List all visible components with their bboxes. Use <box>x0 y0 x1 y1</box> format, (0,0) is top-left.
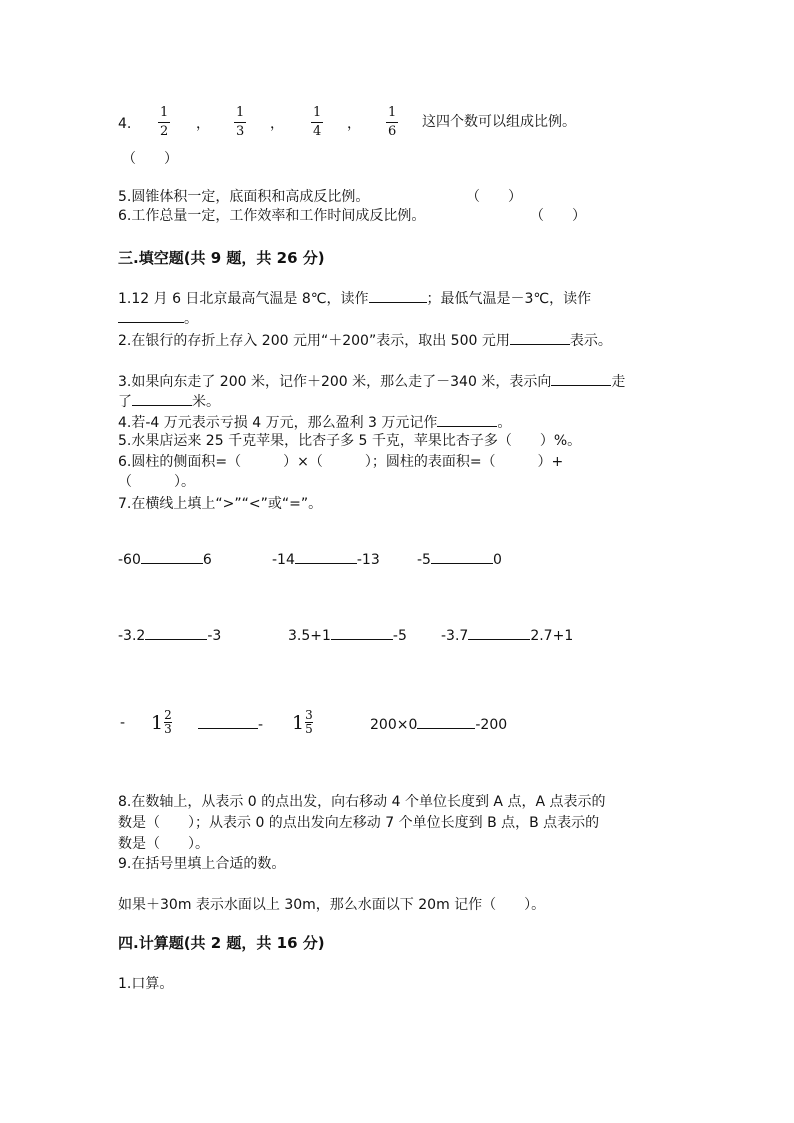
section-heading: 四.计算题(共 2 题，共 16 分) <box>118 934 325 952</box>
compare-item: 200×0 -200 <box>370 714 507 734</box>
answer-blank[interactable] <box>132 391 192 406</box>
answer-blank[interactable] <box>468 625 530 640</box>
question-text: 数是（ ）；从表示 0 的点出发向左移动 7 个单位长度到 B 点，B 点表示的 <box>118 815 600 831</box>
answer-paren[interactable]: （ ） <box>530 208 586 224</box>
question-text: 5.水果店运来 25 千克苹果，比杏子多 5 千克，苹果比杏子多（ ）%。 <box>118 433 582 449</box>
answer-paren[interactable]: （ ） <box>122 151 178 167</box>
fraction-1-6: $\frac{1}{6}$ <box>388 105 397 139</box>
mixed-number-1-3-5: 1 3 5 <box>292 708 313 736</box>
question-number: 4. <box>118 116 132 132</box>
comma: ， <box>347 116 361 132</box>
section-heading: 三.填空题(共 9 题，共 26 分) <box>118 249 325 267</box>
question-text: 4.若-4 万元表示亏损 4 万元，那么盈利 3 万元记作 。 <box>118 412 511 432</box>
answer-blank[interactable] <box>369 288 427 303</box>
compare-item: - <box>198 714 263 734</box>
answer-blank[interactable] <box>431 549 493 564</box>
question-text: 8.在数轴上，从表示 0 的点出发，向右移动 4 个单位长度到 A 点，A 点表示的 <box>118 794 606 810</box>
answer-paren[interactable]: （ ） <box>466 189 522 205</box>
question-text: 3.如果向东走了 200 米，记作＋200 米，那么走了－340 米，表示向 走 <box>118 371 625 391</box>
answer-blank[interactable] <box>331 625 393 640</box>
question-text: 1.口算。 <box>118 976 174 992</box>
question-text: （ ）。 <box>118 474 195 490</box>
answer-blank[interactable] <box>141 549 203 564</box>
fraction-1-2: $\frac{1}{2}$ <box>160 105 169 139</box>
answer-blank[interactable] <box>198 714 258 729</box>
comma: ， <box>270 116 284 132</box>
comma: ， <box>196 116 210 132</box>
question-text: 1.12 月 6 日北京最高气温是 8℃，读作 ；最低气温是－3℃，读作 <box>118 288 591 308</box>
answer-blank[interactable] <box>145 625 207 640</box>
compare-item: -3.7 2.7+1 <box>441 625 573 645</box>
fraction-1-4: $\frac{1}{4}$ <box>313 105 322 139</box>
answer-blank[interactable] <box>510 330 570 345</box>
minus-sign: - <box>120 715 126 731</box>
question-text: 6.工作总量一定，工作效率和工作时间成反比例。 <box>118 208 426 224</box>
question-text: 了 米。 <box>118 391 220 411</box>
fraction-1-3: $\frac{1}{3}$ <box>236 105 245 139</box>
answer-blank[interactable] <box>417 714 475 729</box>
mixed-number-1-2-3: 1 2 3 <box>151 708 172 736</box>
compare-item: 3.5+1 -5 <box>288 625 407 645</box>
compare-item: -14 -13 <box>272 549 380 569</box>
answer-blank[interactable] <box>118 308 184 323</box>
answer-blank[interactable] <box>551 371 611 386</box>
question-text: 。 <box>118 308 198 328</box>
question-text: 如果＋30m 表示水面以上 30m，那么水面以下 20m 记作（ ）。 <box>118 897 546 913</box>
question-text: 5.圆锥体积一定，底面积和高成反比例。 <box>118 189 370 205</box>
question-text: 7.在横线上填上“>”“<”或“=”。 <box>118 496 323 512</box>
question-text: 这四个数可以组成比例。 <box>422 114 576 130</box>
compare-item: -60 6 <box>118 549 212 569</box>
question-text: 6.圆柱的侧面积=（ ）×（ ）；圆柱的表面积=（ ）+ <box>118 454 564 470</box>
question-text: 9.在括号里填上合适的数。 <box>118 856 286 872</box>
question-text: 2.在银行的存折上存入 200 元用“＋200”表示，取出 500 元用 表示。 <box>118 330 612 350</box>
answer-blank[interactable] <box>437 412 497 427</box>
answer-blank[interactable] <box>295 549 357 564</box>
compare-item: -5 0 <box>417 549 502 569</box>
question-text: 数是（ ）。 <box>118 836 209 852</box>
compare-item: -3.2 -3 <box>118 625 221 645</box>
